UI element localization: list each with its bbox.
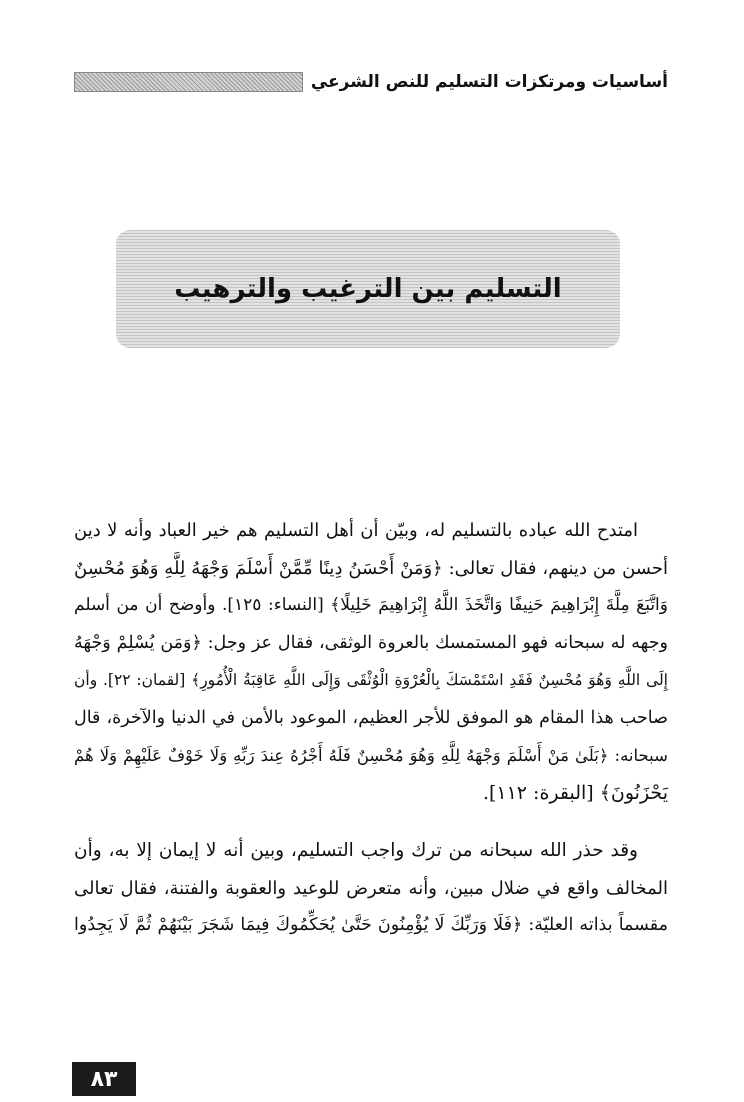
text-line: أحسن من دينهم، فقال تعالى: ﴿وَمَنْ أَحْسَنُ دِينًا مِّمَّنْ أَسْلَمَ وَجْهَهُ لِلَّهِ وَهُوَ مُحْسِنٌ <box>74 557 668 579</box>
text-line: صاحب هذا المقام هو الموفق للأجر العظيم، الموعود بالأمن في الدنيا والآخرة، قال <box>74 707 668 728</box>
text-line: امتدح الله عباده بالتسليم له، وبيّن أن أهل التسليم هم خير العباد وأنه لا دين <box>74 520 638 541</box>
page-number: ٨٣ <box>72 1062 136 1096</box>
running-header-bar <box>74 72 303 92</box>
chapter-banner <box>116 230 620 348</box>
body-text <box>74 512 668 945</box>
running-header-title: أساسيات ومرتكزات التسليم للنص الشرعي <box>310 72 668 92</box>
text-line: مقسماً بذاته العليّة: ﴿فَلَا وَرَبِّكَ لَا يُؤْمِنُونَ حَتَّىٰ يُحَكِّمُوكَ فِيمَا شَجَرَ بَيْنَهُمْ ثُمَّ لَا يَجِدُوا <box>74 915 668 935</box>
running-header <box>74 68 668 96</box>
text-line: وجهه له سبحانه فهو المستمسك بالعروة الوثقى، فقال عز وجل: ﴿وَمَن يُسْلِمْ وَجْهَهُ <box>74 632 668 653</box>
text-line: المخالف واقع في ضلال مبين، وأنه متعرض للوعيد والعقوبة والفتنة، فقال تعالى <box>74 877 668 899</box>
text-line: إِلَى اللَّهِ وَهُوَ مُحْسِنٌ فَقَدِ اسْتَمْسَكَ بِالْعُرْوَةِ الْوُثْقَى وَإِلَى اللَّهِ عَاقِبَةُ الْأُمُورِ﴾ [لقمان: ٢٢]. وأن <box>74 671 668 689</box>
paragraph-2 <box>74 832 668 945</box>
paragraph-1 <box>74 512 668 812</box>
text-line: يَحْزَنُونَ﴾ [البقرة: ١١٢]. <box>482 781 668 804</box>
text-line: وقد حذر الله سبحانه من ترك واجب التسليم، وبين أنه لا إيمان إلا به، وأن <box>74 840 638 861</box>
chapter-title: التسليم بين الترغيب والترهيب <box>174 274 562 304</box>
text-line: وَاتَّبَعَ مِلَّةَ إِبْرَاهِيمَ حَنِيفًا وَاتَّخَذَ اللَّهُ إِبْرَاهِيمَ خَلِيلًا﴾ [النساء: ١٢٥]. وأوضح أن من أسلم <box>74 595 668 615</box>
text-line: سبحانه: ﴿بَلَىٰ مَنْ أَسْلَمَ وَجْهَهُ لِلَّهِ وَهُوَ مُحْسِنٌ فَلَهُ أَجْرُهُ عِندَ رَبِّهِ وَلَا خَوْفٌ عَلَيْهِمْ وَلَا هُمْ <box>74 746 668 765</box>
